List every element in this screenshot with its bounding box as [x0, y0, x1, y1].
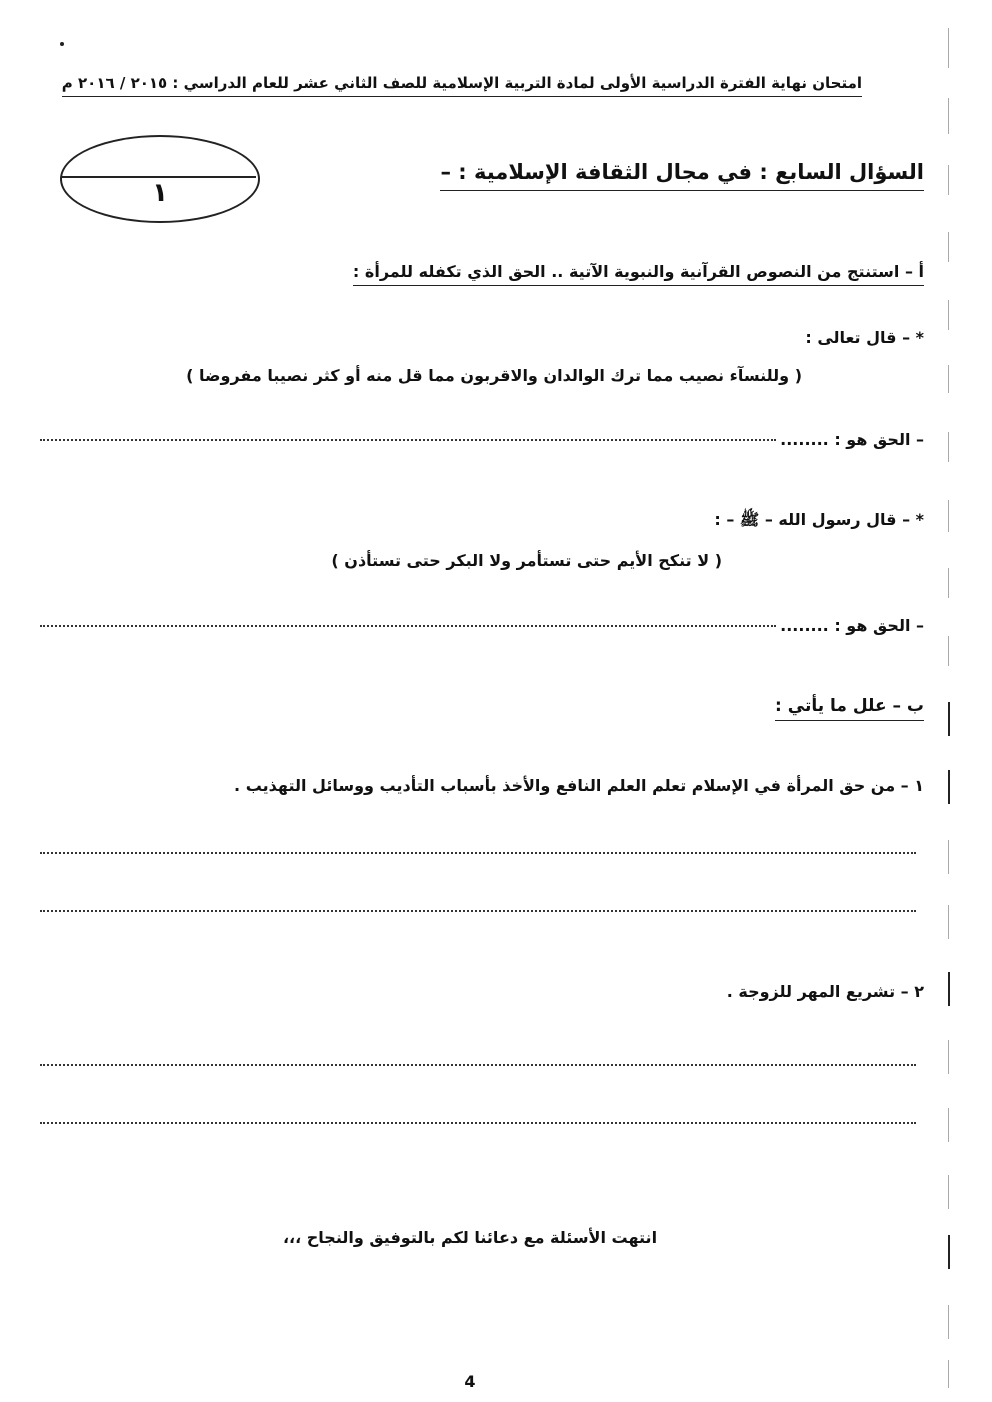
page-number: 4 [464, 1372, 476, 1391]
stray-dot-mark [60, 42, 64, 46]
answer-blank-2[interactable] [40, 625, 776, 627]
binding-margin [940, 20, 970, 1390]
exam-header: امتحان نهاية الفترة الدراسية الأولى لمادة التربية الإسلامية للصف الثاني عشر للعام الدراسي : ٢٠١٥ / ٢٠١٦ م [62, 74, 862, 97]
section-b-heading: ب – علل ما يأتي : [775, 696, 924, 721]
quran-intro: * – قال تعالى : [805, 328, 924, 347]
hadith-text: ( لا تنكح الأيم حتى تستأمر ولا البكر حتى تستأذن ) [331, 551, 722, 570]
reason-item-2: ٢ – تشريع المهر للزوجة . [726, 982, 924, 1001]
reason-1-blank-1[interactable] [40, 852, 916, 854]
reason-item-1: ١ – من حق المرأة في الإسلام تعلم العلم النافع والأخذ بأسباب التأديب ووسائل التهذيب . [234, 776, 924, 795]
answer-label-1: – الحق هو : ........ [780, 430, 924, 449]
answer-row-1 [40, 430, 924, 449]
section-a-heading: أ – استنتج من النصوص القرآنية والنبوية الآتية .. الحق الذي تكفله للمرأة : [353, 262, 924, 286]
closing-message: انتهت الأسئلة مع دعائنا لكم بالتوفيق والنجاح ،،، [282, 1228, 658, 1247]
question-title: السؤال السابع : في مجال الثقافة الإسلامية : – [440, 160, 924, 191]
score-value: ١ [152, 178, 168, 208]
answer-row-2 [40, 616, 924, 635]
reason-2-blank-1[interactable] [40, 1064, 916, 1066]
hadith-intro: * – قال رسول الله – ﷺ – : [714, 510, 924, 529]
reason-2-blank-2[interactable] [40, 1122, 916, 1124]
answer-label-2: – الحق هو : ........ [780, 616, 924, 635]
reason-1-blank-2[interactable] [40, 910, 916, 912]
quran-verse: ( وللنسآء نصيب مما ترك الوالدان والاقربون مما قل منه أو كثر نصيبا مفروضا ) [186, 366, 802, 385]
answer-blank-1[interactable] [40, 439, 776, 441]
